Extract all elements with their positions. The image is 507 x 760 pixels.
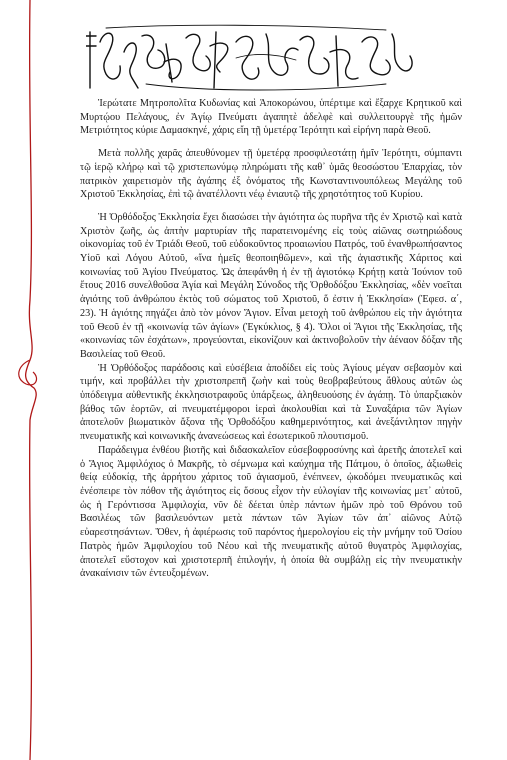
greeting-paragraph: Ἱερώτατε Μητροπολῖτα Κυδωνίας καὶ Ἀποκορώνου, ὑπέρτιμε καὶ ἔξαρχε Κρητικοῦ καὶ Μυρτῴου Πελάγους, ἐν Ἁγίῳ Πνεύματι ἀγαπητὲ ἀδελφὲ καὶ συλλειτουργὲ τῆς ἡμῶν Μετριότητος κύριε Δαμασκηνέ, χάρις εἴη τῇ ὑμετέρᾳ Ἱερότητι καὶ εἰρήνη παρὰ Θεοῦ.: [80, 98, 462, 137]
letter-body: [80, 97, 462, 581]
body-paragraph: Μετὰ πολλῆς χαρᾶς ἀπευθύνομεν τῇ ὑμετέρᾳ προσφιλεστάτῃ ἡμῖν Ἱερότητι, σύμπαντι τῷ ἱερῷ κλήρῳ καὶ τῷ χριστεπωνύμῳ πληρώματι τῆς καθ᾽ ὑμᾶς θεοσώστου Ἐπαρχίας, τὸν πατρικὸν χαιρετισμὸν τῆς ἀγάπης ἐξ ὀνόματος τῆς Κωνσταντινουπόλεως Μεγάλης τοῦ Χριστοῦ Ἐκκλησίας, ἐπὶ τῷ ἀνατέλλοντι νέῳ ἐνιαυτῷ τῆς χρηστότητος τοῦ Κυρίου.: [80, 148, 462, 201]
body-paragraph: Παράδειγμα ἐνθέου βιοτῆς καὶ διδασκαλεῖον εὐσεβοφροσύνης καὶ ἀρετῆς ἀποτελεῖ καὶ ὁ Ἅγιος Ἀμφιλόχιος ὁ Μακρῆς, τὸ σέμνωμα καὶ καύχημα τῆς Πάτμου, ὁ ὁποῖος, ἀξιωθεὶς θείᾳ εὐδοκίᾳ, τῆς ἀρρήτου χάριτος τοῦ ἁγιασμοῦ, ἐνέπνεεν, ᾠκοδόμει πνευματικῶς καὶ ἐνέσπειρε τὸν πόθον τῆς ἁγιότητος εἰς ὅσους εἶχον τὴν εὐλογίαν τῆς κοινωνίας μετ᾽ αὐτοῦ, ὡς ἡ Γερόντισσα Ἀμφιλοχία, νῦν δὲ δέεται ὑπὲρ πάντων ἡμῶν πρὸ τοῦ Θρόνου τοῦ Βασιλέως τῶν βασιλευόντων μετὰ πάντων τῶν Ἁγίων τῶν ἀπ᾽ αἰῶνος Αὐτῷ εὐαρεστησάντων. Ὅθεν, ἡ ἀφιέρωσις τοῦ παρόντος ἡμερολογίου εἰς τὴν μνήμην τοῦ Ὁσίου Πατρὸς ἡμῶν Ἀμφιλοχίου τοῦ Νέου καὶ τῆς πνευματικῆς αὐτοῦ θυγατρὸς Ἀμφιλοχίας, ἀποτελεῖ εὔστοχον καὶ χριστοτερπῆ ἐπιλογήν, ἡ ὁποία θὰ συμβάλῃ εἰς τὴν πνευματικὴν ἀνακαίνισιν τῶν ἐντευξομένων.: [80, 444, 462, 580]
red-binding-cord: [0, 0, 60, 760]
body-paragraph: Ἡ Ὀρθόδοξος παράδοσις καὶ εὐσέβεια ἀποδίδει εἰς τοὺς Ἁγίους μέγαν σεβασμὸν καὶ τιμήν, καὶ προβάλλει τὴν χριστοπρεπῆ ζωὴν καὶ τοὺς θεοβραβεύτους ἄθλους αὐτῶν ὡς ὑπόδειγμα αὐθεντικῆς ἐκκλησιοτραφοῦς ὑπάρξεως, ἀληθευούσης ἐν ἀγάπῃ. Τὸ ὑπαρξιακὸν βάθος τῶν ἑορτῶν, αἱ πνευματέμφοροι ἱεραὶ ἀκολουθίαι καὶ τὰ Συναξάρια τῶν Ἁγίων ἀποτελοῦν βιωματικὸν ἄξονα τῆς Ὀρθοδόξου καθημερινότητος, καὶ ἀνεξάντλητον πηγὴν πνευματικῆς καὶ κοινωνικῆς ἀνανεώσεως καὶ ἐσωτερικοῦ πλουτισμοῦ.: [80, 362, 462, 443]
patriarchal-signature-calligraphy: [86, 22, 416, 94]
body-paragraph: Ἡ Ὀρθόδοξος Ἐκκλησία ἔχει διασώσει τὴν ἁγιότητα ὡς πυρῆνα τῆς ἐν Χριστῷ καὶ κατὰ Χριστὸν ζωῆς, ὡς ἀπτὴν μαρτυρίαν τῆς παρατεινομένης εἰς τοὺς αἰῶνας σωτηριώδους οἰκονομίας τοῦ ἐν Τριάδι Θεοῦ, τοῦ εὐδοκοῦντος προαιωνίου Πατρός, τοῦ ἐνανθρωπήσαντος Υἱοῦ καὶ Λόγου Αὐτοῦ, «ἵνα ἡμεῖς θεοποιηθῶμεν», καὶ τῆς ἁγιαστικῆς Χάριτος καὶ κοινωνίας τοῦ Ἁγίου Πνεύματος. Ὡς ἀπεφάνθη ἡ ἐν τῇ ἁγιοτόκῳ Κρήτῃ κατὰ Ἰούνιον τοῦ ἔτους 2016 συνελθοῦσα Ἁγία καὶ Μεγάλη Σύνοδος τῆς Ὀρθοδόξου Ἐκκλησίας, «δὲν νοεῖται ἁγιότης τοῦ ἀνθρώπου ἐκτὸς τοῦ σώματος τοῦ Χριστοῦ, ὅ ἐστιν ἡ Ἐκκλησία» (Ἐφεσ. α΄, 23). Ἡ ἁγιότης πηγάζει ἀπὸ τὸν μόνον Ἅγιον. Εἶναι μετοχὴ τοῦ ἀνθρώπου εἰς τὴν ἁγιότητα τοῦ Θεοῦ ἐν τῇ «κοινωνίᾳ τῶν ἁγίων» (Ἐγκύκλιος, § 4). Ὅλοι οἱ Ἅγιοι τῆς Ἐκκλησίας, τῆς «κοινωνίας τῶν ἐσχάτων», προγεύονται, εἰκονίζουν καὶ ἀκτινοβολοῦν τὴν ἀέναον δόξαν τῆς Βασιλείας τοῦ Θεοῦ.: [80, 211, 462, 360]
